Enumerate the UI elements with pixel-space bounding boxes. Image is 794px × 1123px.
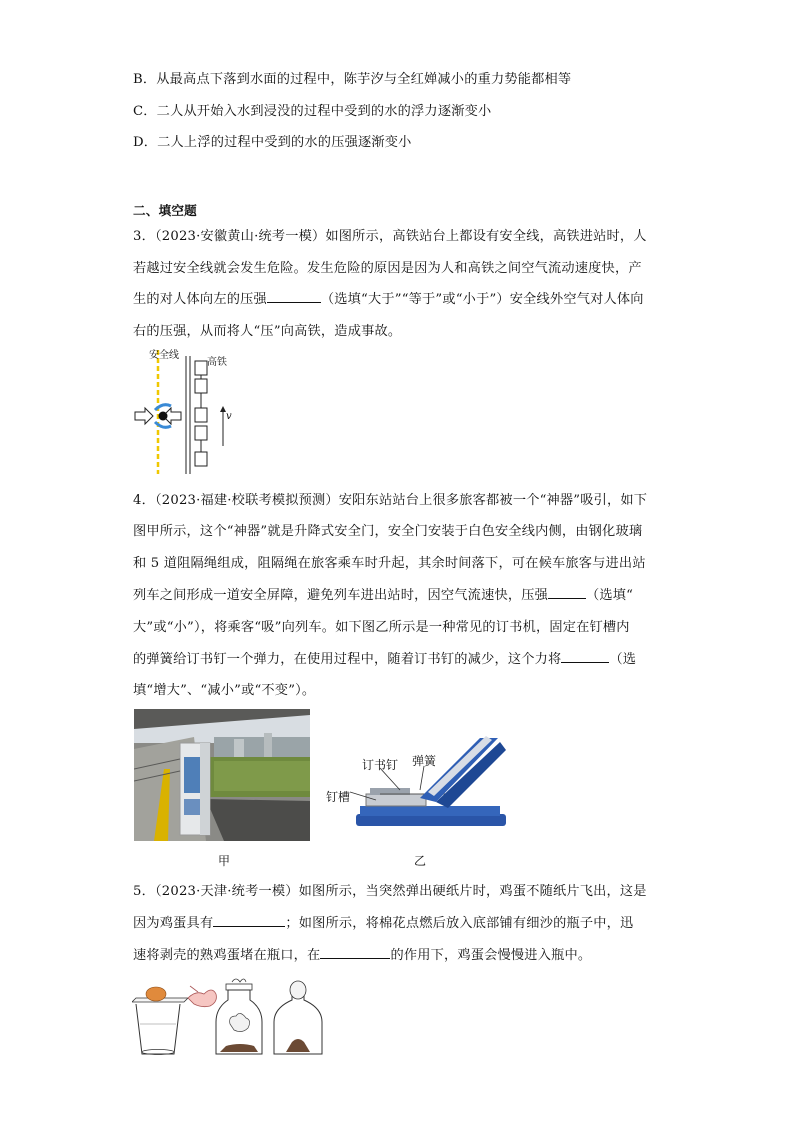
q5-line-3	[133, 944, 591, 963]
q4-caption-jia: 甲	[218, 854, 231, 868]
q3-line-2: 若越过安全线就会发生危险。发生危险的原因是因为人和高铁之间空气流动速度快，产	[133, 261, 642, 276]
q5-line-2-end: ；如图所示，将棉花点燃后放入底部铺有细沙的瓶子中，迅	[285, 916, 634, 931]
q3-line-3	[133, 288, 644, 307]
option-c: C．二人从开始入水到浸没的过程中受到的水的浮力逐渐变小	[133, 104, 492, 119]
q5-figures	[132, 976, 332, 1060]
q3-label-safety-line: 安全线	[149, 350, 179, 361]
q4-line-4	[133, 584, 633, 603]
q4-line-6-start: 的弹簧给订书钉一个弹力，在使用过程中，随着订书钉的减少，这个力将	[133, 652, 562, 667]
q4-line-7: 填“增大”、“减小”或“不变”）。	[133, 683, 316, 698]
q4-figure-jia-photo	[134, 709, 310, 841]
q5-line-3-end: 的作用下，鸡蛋会慢慢进入瓶中。	[390, 948, 592, 963]
q5-line-2	[133, 912, 633, 931]
q5-answer-blank-1[interactable]	[213, 914, 285, 927]
q4-line-3: 和 5 道阻隔绳组成，阻隔绳在旅客乘车时升起，其余时间落下，可在候车旅客与进出站	[133, 556, 646, 571]
q4-line-6	[133, 648, 636, 667]
q4-line-2: 图甲所示，这个“神器”就是升降式安全门，安全门安装于白色安全线内侧，由钢化玻璃	[133, 524, 643, 539]
q3-line-3-start: 生的对人体向左的压强	[133, 292, 267, 307]
q3-answer-blank[interactable]	[267, 290, 321, 303]
q3-label-velocity: v	[226, 411, 232, 422]
q4-answer-blank-2[interactable]	[561, 650, 609, 663]
option-b: B．从最高点下落到水面的过程中，陈芋汐与全红婵减小的重力势能都相等	[133, 72, 572, 87]
q4-line-4-start: 列车之间形成一道安全屏障，避免列车进出站时，因空气流速快，压强	[133, 588, 549, 603]
q3-line-1: 3．（2023·安徽黄山·统考一模）如图所示，高铁站台上都设有安全线，高铁进站时，人	[133, 229, 647, 244]
option-d: D．二人上浮的过程中受到的水的压强逐渐变小	[133, 135, 412, 150]
q3-line-3-end: （选填“大于”“等于”或“小于”）安全线外空气对人体向	[320, 292, 644, 307]
section-title: 二、填空题	[133, 203, 197, 218]
q4-figure-yi-stapler	[340, 728, 520, 838]
q4-line-6-end: （选	[609, 652, 637, 667]
q3-line-4: 右的压强，从而将人“压”向高铁，造成事故。	[133, 324, 402, 339]
q5-line-2-start: 因为鸡蛋具有	[133, 916, 214, 931]
q5-line-3-start: 速将剥壳的熟鸡蛋堵在瓶口，在	[133, 948, 321, 963]
q4-caption-yi: 乙	[414, 854, 427, 868]
q5-line-1: 5．（2023·天津·统考一模）如图所示，当突然弹出硬纸片时，鸡蛋不随纸片飞出，这是	[133, 884, 647, 899]
q4-label-slot: 钉槽	[326, 790, 351, 804]
q4-line-5: 大”或“小”），将乘客“吸”向列车。如下图乙所示是一种常见的订书机，固定在钉槽内	[133, 620, 630, 635]
q4-label-staple: 订书钉	[362, 758, 399, 772]
q4-line-1: 4．（2023·福建·校联考模拟预测）安阳东站站台上很多旅客都被一个“神器”吸引，如下	[133, 493, 648, 508]
q5-answer-blank-2[interactable]	[320, 946, 390, 959]
q4-label-spring: 弹簧	[412, 754, 437, 768]
q4-line-4-end: （选填“	[586, 588, 634, 603]
q4-answer-blank-1[interactable]	[548, 586, 586, 599]
q3-label-train: 高铁	[207, 357, 227, 368]
